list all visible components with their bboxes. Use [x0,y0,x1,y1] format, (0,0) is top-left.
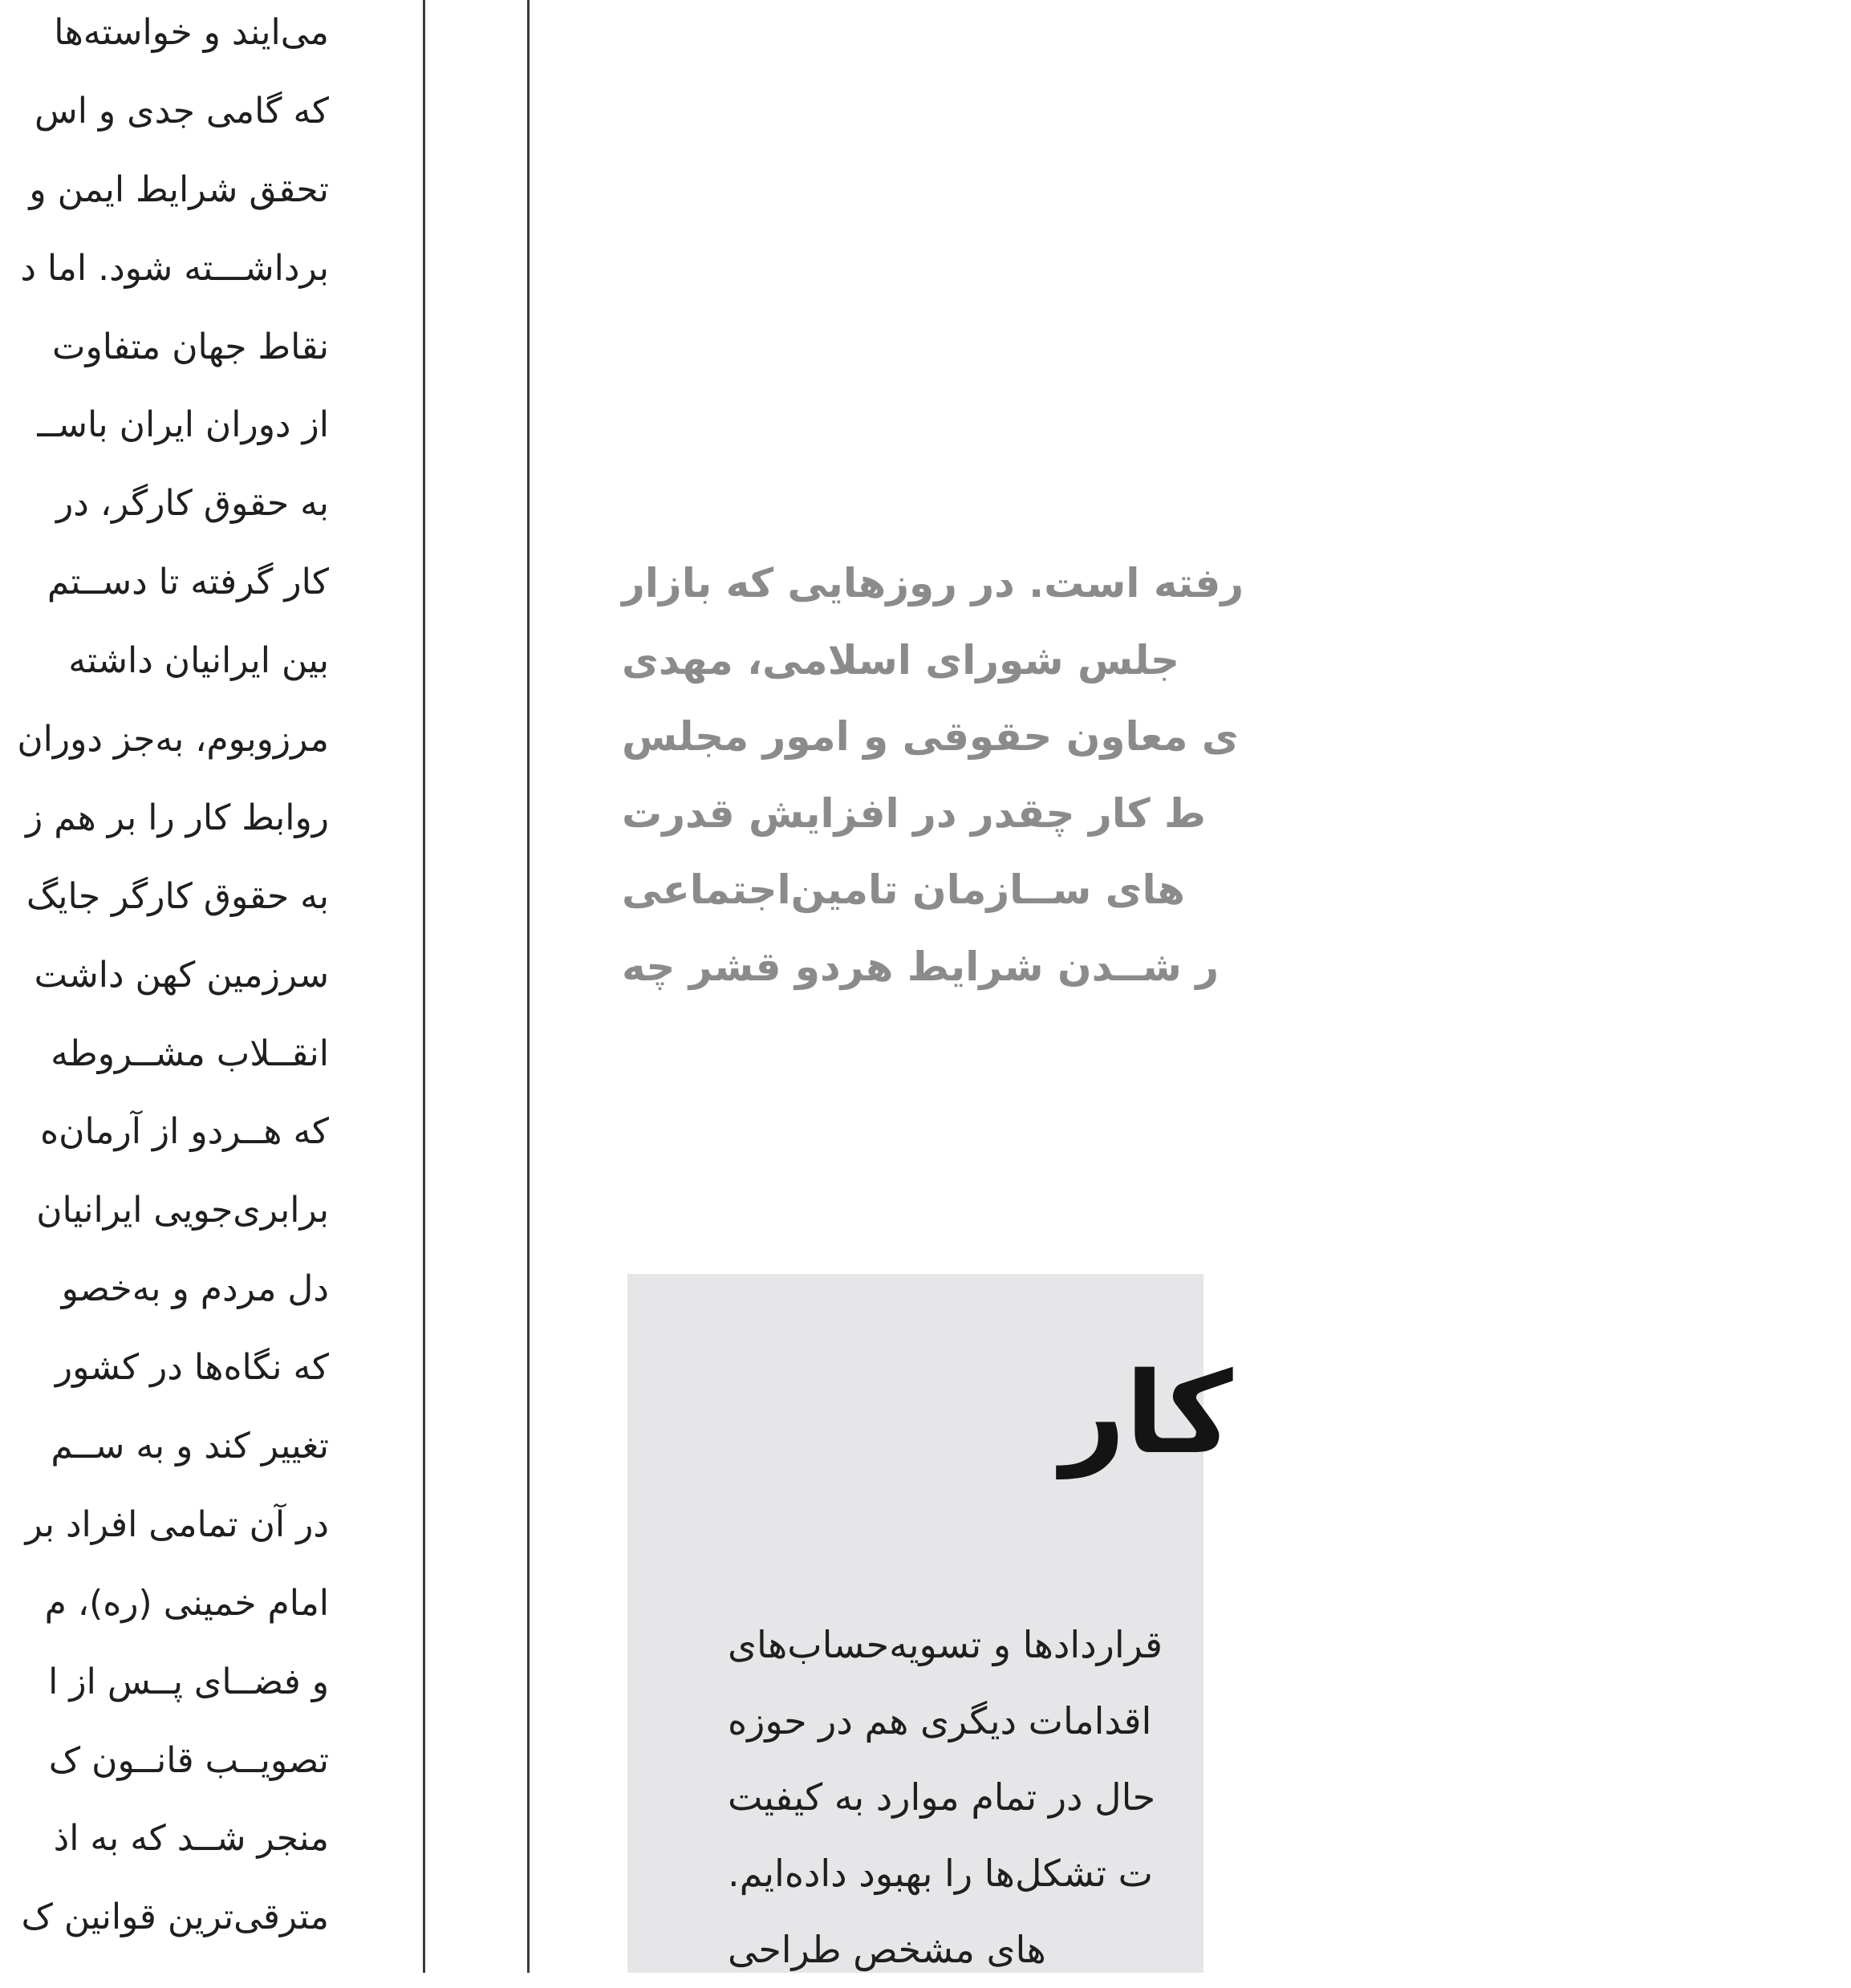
left-text-column [0,0,329,1973]
text-line: که گامی جدی و اس [35,90,329,132]
lead-lines [622,546,1745,1005]
text-line: روابط کار را بر هم ز [26,797,329,838]
lead-line: ر شــدن شرایط هردو قشر چه [622,943,1220,990]
box-text-line: حال در تمام موارد به کیفیت [728,1775,1156,1819]
text-line: انقــلاب مشــروطه [51,1033,329,1074]
text-line: برابری‌جویی ایرانیان [36,1190,329,1231]
lead-line: های ســازمان تامین‌اجتماعی [622,866,1185,913]
lead-line: رفته است. در روزهایی که بازار [622,560,1244,607]
text-line: امام خمینی (ره)، م [44,1582,329,1624]
box-text-line: قراردادها و تسویه‌حساب‌های [728,1623,1163,1666]
box-lines [728,1607,1851,1988]
text-line: کار گرفته تا دســتم [47,562,329,603]
text-line: می‌ایند و خواسته‌ها [54,12,329,53]
lead-line: ط کار چقدر در افزایش قدرت [622,789,1206,837]
text-line: به حقوق کارگر جایگ [26,875,329,917]
text-line: در آن تمامی افراد بر [25,1503,329,1545]
text-line: و فضــای پــس از ا [48,1661,329,1702]
text-line: تصویــب قانــون ک [48,1739,329,1781]
text-line: بین ایرانیان داشته [68,640,329,682]
lead-paragraph [622,546,1244,1043]
column-divider-left [423,0,425,1973]
text-line: منجر شــد که به اذ [53,1818,329,1860]
text-line: سرزمین کهن داشت [34,954,329,996]
text-line: از دوران ایران باســ [37,404,329,446]
text-line: تغییر کند و به ســم [51,1426,329,1467]
boxed-section [627,1274,1233,1973]
box-headline: کار [1061,1349,1233,1479]
text-line: مرزوبوم، به‌جز دوران [17,719,329,761]
box-text-line: های مشخص طراحی [728,1928,1046,1971]
text-line: که نگاه‌ها در کشور [55,1347,329,1389]
lead-line: ی معاون حقوقی و امور مجلس [622,713,1239,760]
box-text-line: ت تشکل‌ها را بهبود داده‌ایم. [728,1852,1153,1895]
text-line: مترقی‌ترین قوانین ک [21,1897,329,1938]
text-line: نقاط جهان متفاوت [52,326,329,367]
left-column-lines [0,5,329,1968]
text-line: که هــردو از آرمان‌ه [40,1111,329,1153]
text-line: برداشـــته شود. اما د [20,247,329,289]
text-line: دل مردم و به‌خصو [61,1268,329,1310]
column-divider-right [527,0,530,1973]
box-text-line: اقدامات دیگری هم در حوزه [728,1699,1152,1743]
text-line: به حقوق کارگر، در [56,483,329,525]
lead-line: جلس شورای اسلامی، مهدی [622,636,1180,684]
text-line: تحقق شرایط ایمن و [29,168,329,210]
